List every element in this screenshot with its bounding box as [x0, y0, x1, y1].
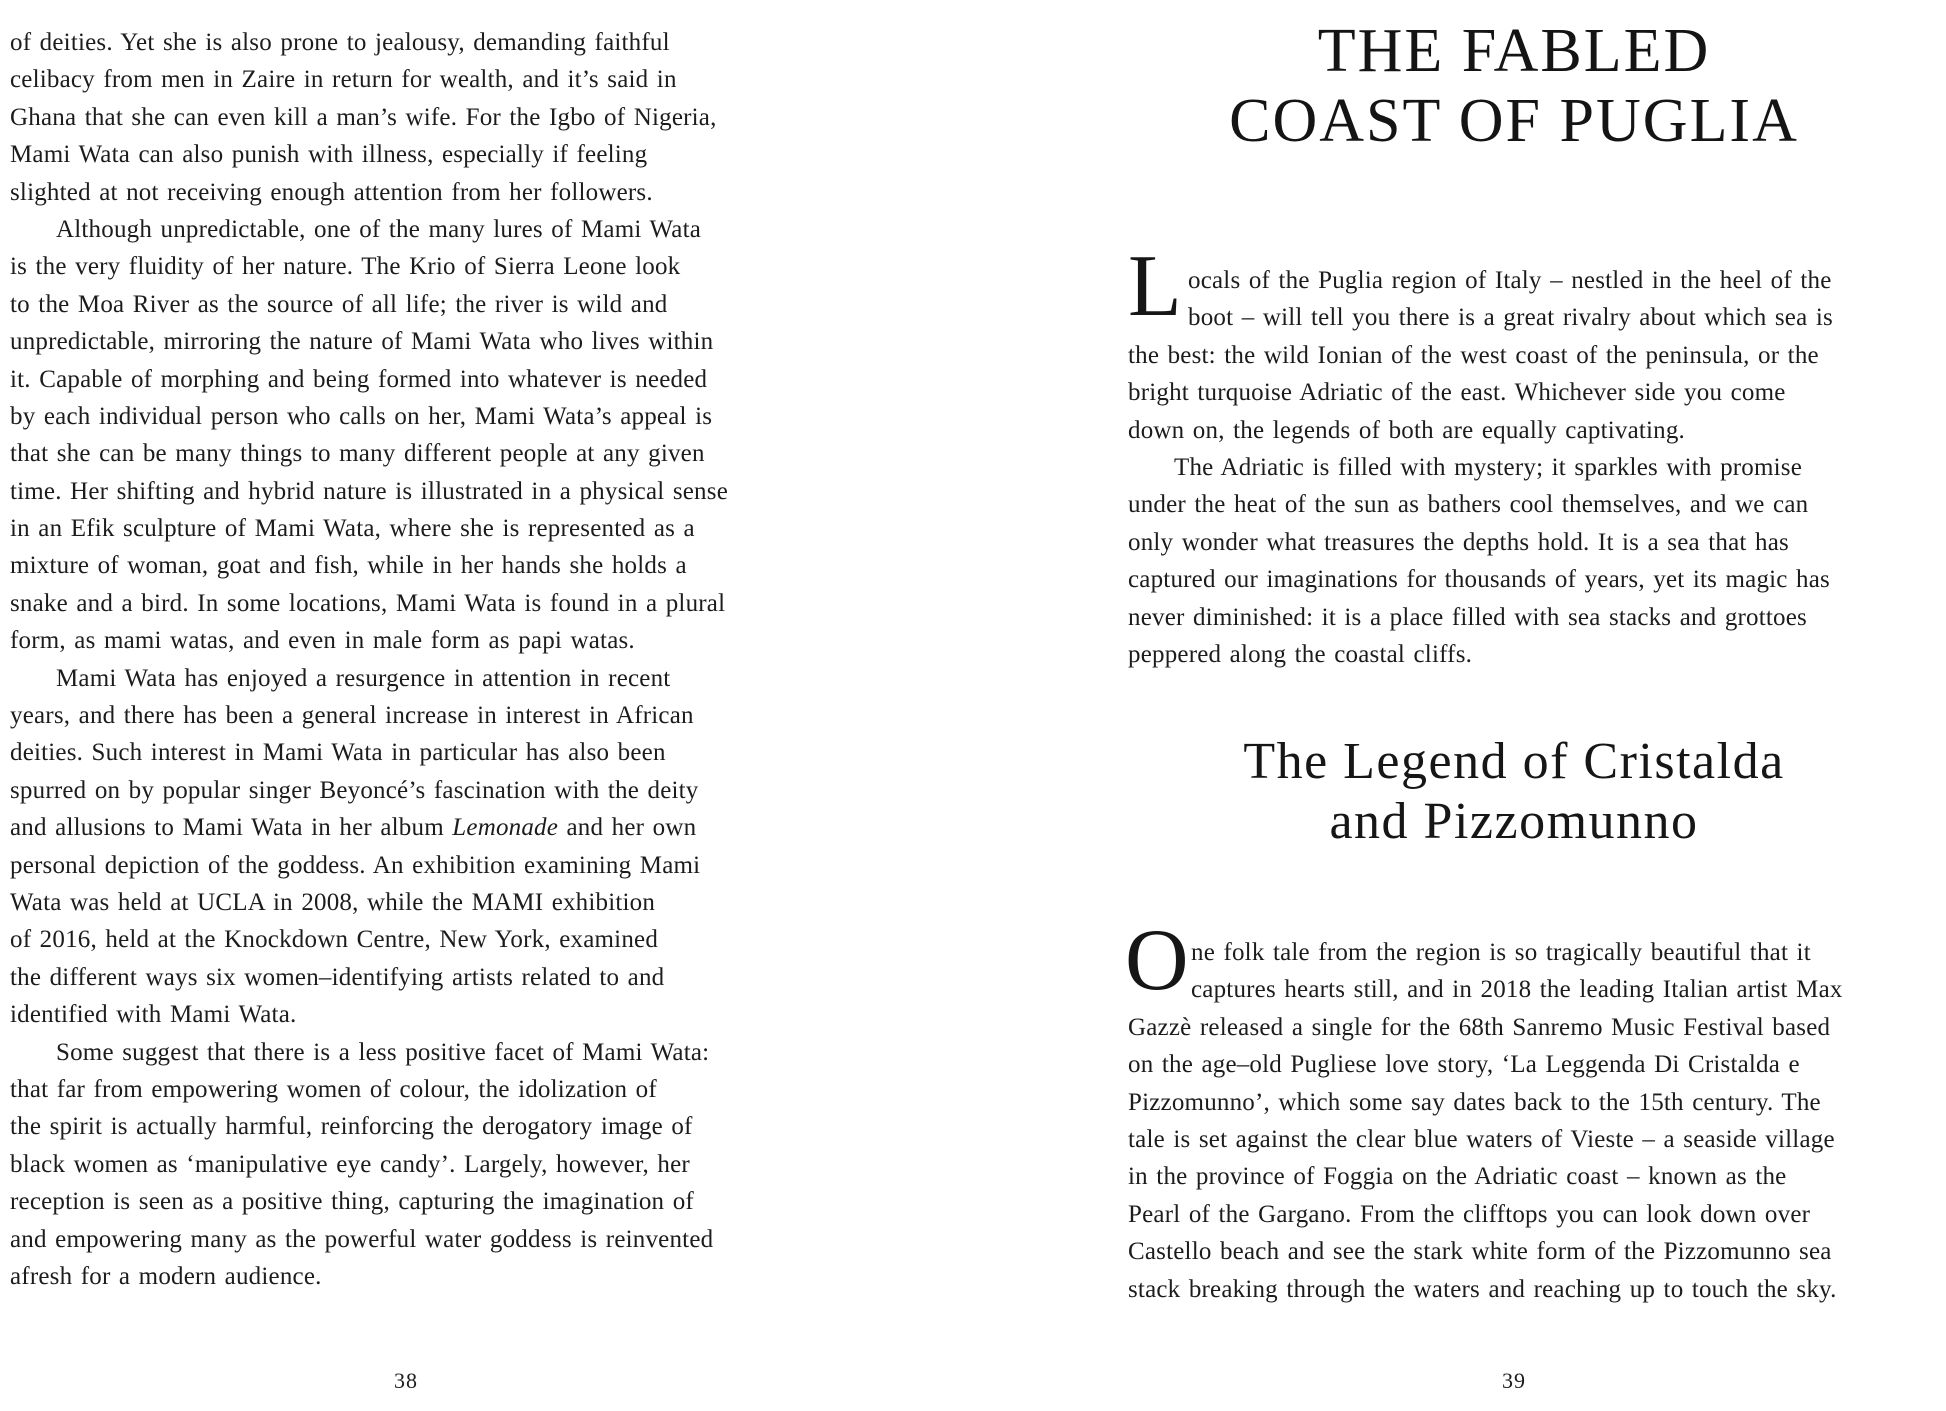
text-line: never diminished: it is a place filled with sea stacks and grottoes	[1128, 603, 1807, 631]
text-line: stack breaking through the waters and reaching up to touch the sky.	[1128, 1275, 1837, 1303]
text-line: personal depiction of the goddess. An exhibition examining Mami	[10, 851, 701, 879]
dropcap-letter-o: O	[1125, 912, 1189, 1009]
section-heading	[1128, 732, 1900, 852]
text-segment: and her own	[558, 814, 697, 842]
text-line: Gazzè released a single for the 68th Sanremo Music Festival based	[1128, 1013, 1831, 1041]
text-line: that far from empowering women of colour, the idolization of	[10, 1075, 657, 1103]
text-segment: and allusions to Mami Wata in her album	[10, 814, 453, 842]
text-line: ne folk tale from the region is so tragically beautiful that it	[1191, 939, 1811, 966]
left-page-text	[10, 24, 802, 1295]
text-line: by each individual person who calls on her, Mami Wata’s appeal is	[10, 402, 713, 430]
text-line: unpredictable, mirroring the nature of Mami Wata who lives within	[10, 328, 714, 356]
text-line: captures hearts still, and in 2018 the leading Italian artist Max	[1191, 976, 1843, 1004]
chapter-title-line-1: THE FABLED	[1317, 17, 1711, 85]
text-line: reception is seen as a positive thing, capturing the imagination of	[10, 1188, 694, 1216]
text-line: only wonder what treasures the depths hold. It is a sea that has	[1128, 528, 1789, 556]
text-line: celibacy from men in Zaire in return for wealth, and it’s said in	[10, 66, 677, 94]
text-line: mixture of woman, goat and fish, while in her hands she holds a	[10, 552, 687, 580]
text-line: Pearl of the Gargano. From the clifftops you can look down over	[1128, 1200, 1811, 1228]
text-line: the spirit is actually harmful, reinforcing the derogatory image of	[10, 1113, 693, 1141]
text-line: time. Her shifting and hybrid nature is illustrated in a physical sense	[10, 477, 728, 505]
text-line: Some suggest that there is a less positive facet of Mami Wata:	[56, 1038, 710, 1066]
right-page-section1-text	[1128, 262, 1900, 673]
text-line: to the Moa River as the source of all life; the river is wild and	[10, 290, 668, 318]
section-heading-line-1: The Legend of Cristalda	[1243, 733, 1785, 790]
text-line: peppered along the coastal cliffs.	[1128, 640, 1473, 668]
text-line: tale is set against the clear blue waters of Vieste – a seaside village	[1128, 1125, 1835, 1153]
dropcap-letter-l: L	[1128, 238, 1182, 335]
text-line: bright turquoise Adriatic of the east. Whichever side you come	[1128, 379, 1786, 407]
text-line: is the very fluidity of her nature. The Krio of Sierra Leone look	[10, 253, 681, 281]
text-line: identified with Mami Wata.	[10, 1001, 297, 1029]
section-heading-line-2: and Pizzomunno	[1329, 793, 1699, 850]
text-line: spurred on by popular singer Beyoncé’s fascination with the deity	[10, 776, 699, 804]
text-line: of 2016, held at the Knockdown Centre, New York, examined	[10, 926, 659, 954]
text-line: afresh for a modern audience.	[10, 1262, 322, 1290]
text-line: form, as mami watas, and even in male form as papi watas.	[10, 627, 635, 655]
text-line: years, and there has been a general increase in interest in African	[10, 702, 694, 730]
chapter-title-line-2: COAST OF PUGLIA	[1229, 87, 1799, 155]
text-line: in the province of Foggia on the Adriatic coast – known as the	[1128, 1163, 1787, 1191]
right-page-number: 39	[1502, 1368, 1526, 1393]
text-line: under the heat of the sun as bathers cool themselves, and we can	[1128, 491, 1809, 519]
text-line: ocals of the Puglia region of Italy – nestled in the heel of the	[1188, 267, 1832, 294]
italic-text: Lemonade	[452, 814, 559, 842]
text-line: deities. Such interest in Mami Wata in particular has also been	[10, 739, 666, 767]
text-line: Mami Wata can also punish with illness, especially if feeling	[10, 141, 648, 169]
text-line: the different ways six women–identifying artists related to and	[10, 963, 665, 991]
text-line: slighted at not receiving enough attention from her followers.	[10, 178, 653, 206]
text-line: Wata was held at UCLA in 2008, while the MAMI exhibition	[10, 888, 656, 916]
text-line: boot – will tell you there is a great rivalry about which sea is	[1188, 304, 1833, 332]
text-line: down on, the legends of both are equally captivating.	[1128, 416, 1686, 444]
text-line: of deities. Yet she is also prone to jealousy, demanding faithful	[10, 29, 670, 56]
text-line: Ghana that she can even kill a man’s wife. For the Igbo of Nigeria,	[10, 103, 717, 131]
text-line: the best: the wild Ionian of the west coast of the peninsula, or the	[1128, 341, 1819, 369]
left-page-number: 38	[394, 1368, 418, 1393]
text-line: Mami Wata has enjoyed a resurgence in attention in recent	[56, 664, 671, 692]
text-line: on the age–old Pugliese love story, ‘La Leggenda Di Cristalda e	[1128, 1051, 1800, 1079]
text-line: snake and a bird. In some locations, Mami Wata is found in a plural	[10, 589, 726, 617]
text-line: and empowering many as the powerful water goddess is reinvented	[10, 1225, 714, 1253]
right-page-section2-text	[1128, 934, 1900, 1308]
text-line: black women as ‘manipulative eye candy’. Largely, however, her	[10, 1150, 690, 1178]
text-line: that she can be many things to many different people at any given	[10, 440, 705, 468]
text-line: it. Capable of morphing and being formed into whatever is needed	[10, 365, 708, 393]
text-line	[10, 809, 802, 846]
text-line: Castello beach and see the stark white form of the Pizzomunno sea	[1128, 1238, 1832, 1266]
chapter-title	[1128, 16, 1900, 156]
text-line: Pizzomunno’, which some say dates back to the 15th century. The	[1128, 1088, 1821, 1116]
text-line: Although unpredictable, one of the many lures of Mami Wata	[56, 215, 702, 243]
text-line: captured our imaginations for thousands of years, yet its magic has	[1128, 566, 1830, 594]
text-line: The Adriatic is filled with mystery; it sparkles with promise	[1174, 453, 1803, 481]
text-line: in an Efik sculpture of Mami Wata, where she is represented as a	[10, 515, 695, 543]
